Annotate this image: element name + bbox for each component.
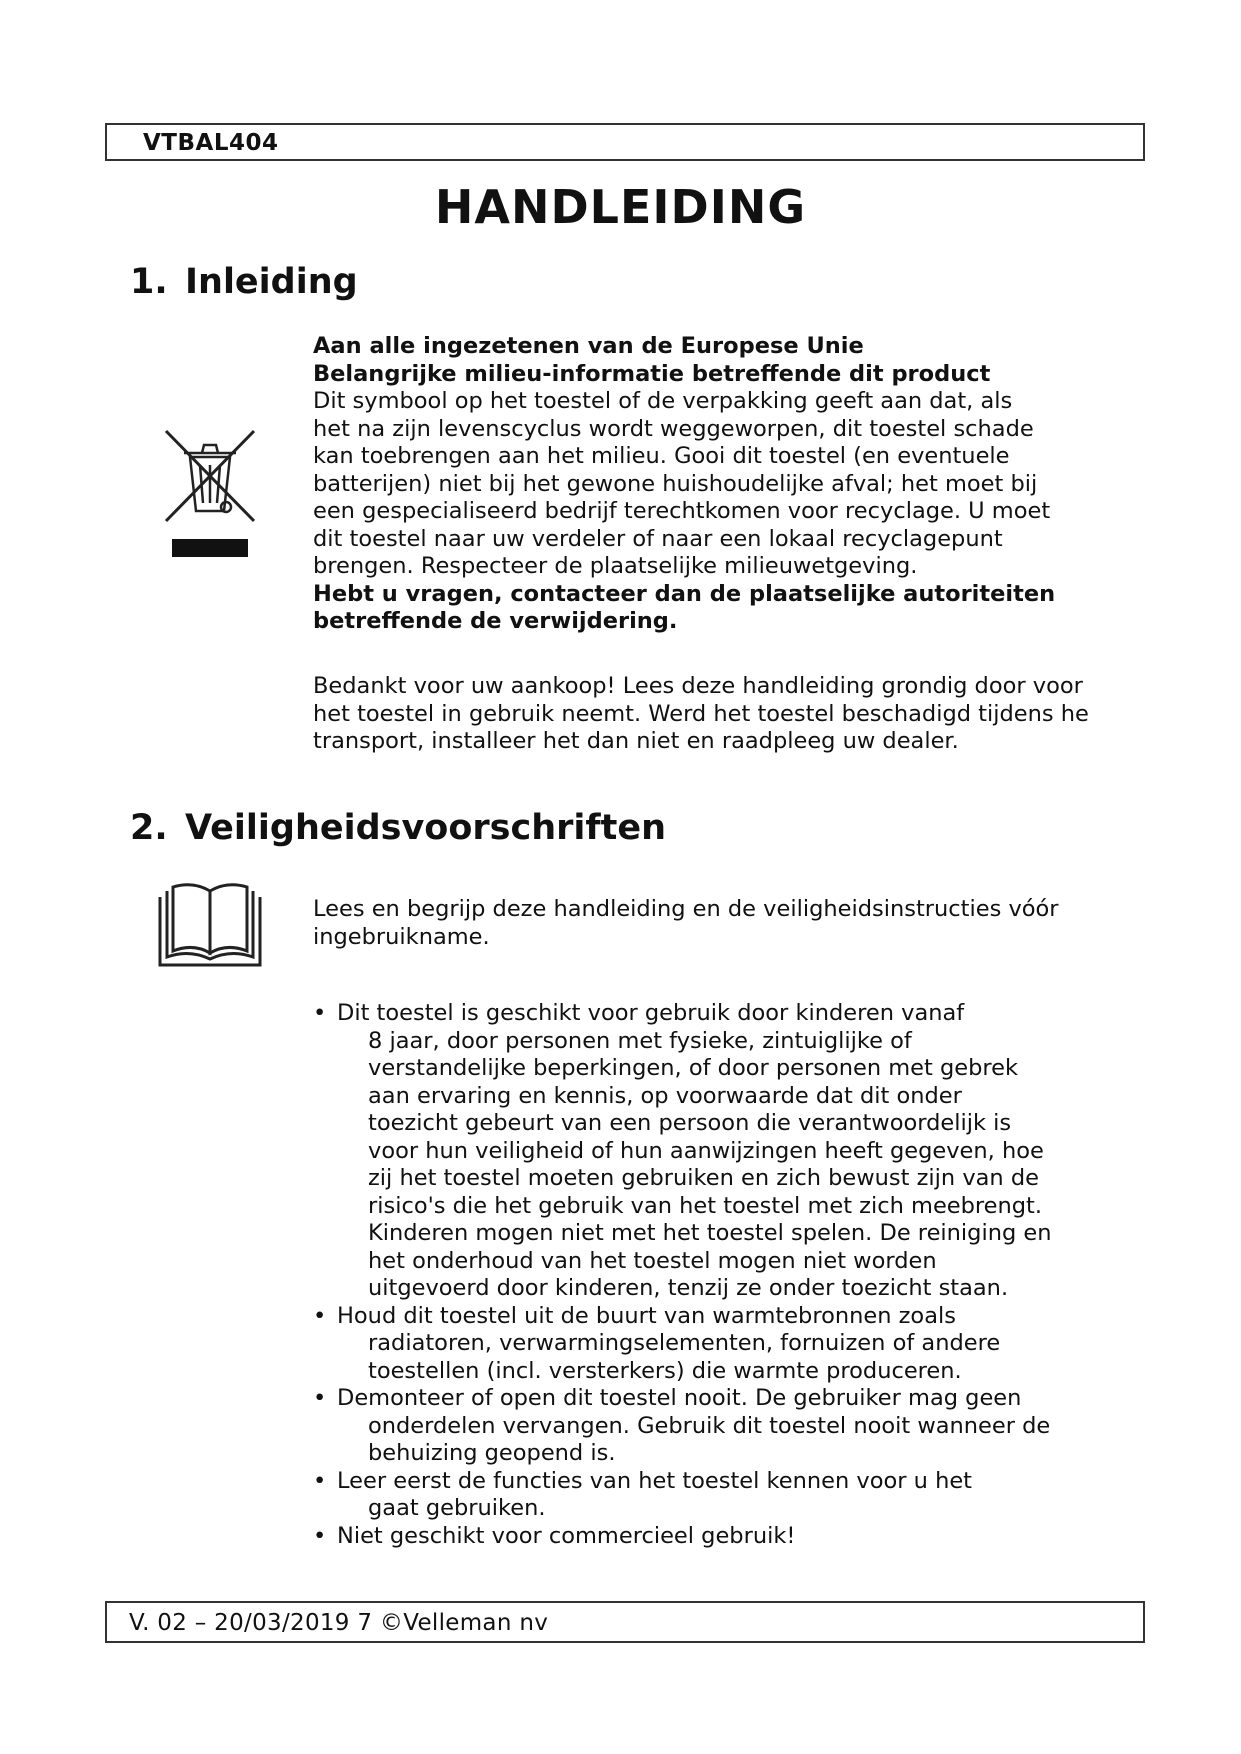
bullet-line: het onderhoud van het toestel mogen niet worden (368, 1247, 937, 1274)
notice-line: Hebt u vragen, contacteer dan de plaatselijke autoriteiten (313, 580, 1056, 607)
bullet-line: voor hun veiligheid of hun aanwijzingen heeft gegeven, hoe (368, 1137, 1044, 1164)
section-number: 2. (130, 808, 168, 848)
section-title: Inleiding (185, 262, 358, 302)
bullet-line: onderdelen vervangen. Gebruik dit toestel nooit wanneer de (368, 1412, 1051, 1439)
bullet-line: behuizing geopend is. (368, 1440, 616, 1466)
bullet-item (313, 1385, 1143, 1468)
bullet-line: • Leer eerst de functies van het toestel kennen voor u het (337, 1467, 972, 1494)
bullet-line: aan ervaring en kennis, op voorwaarde dat dit onder (368, 1082, 962, 1109)
bullet-line: • Demonteer of open dit toestel nooit. De gebruiker mag geen (337, 1385, 1022, 1411)
bullet-item (313, 1468, 1143, 1523)
notice-line: Aan alle ingezetenen van de Europese Unie (313, 333, 864, 359)
thanks-line: het toestel in gebruik neemt. Werd het toestel beschadigd tijdens he (313, 700, 1089, 727)
footer-box (105, 1601, 1145, 1643)
intro-line: Lees en begrijp deze handleiding en de veiligheidsinstructies vóór (313, 896, 1059, 922)
section-title: Veiligheidsvoorschriften (185, 808, 667, 848)
bullet-line: verstandelijke beperkingen, of door personen met gebrek (368, 1055, 1019, 1081)
bullet-line: 8 jaar, door personen met fysieke, zintuiglijke of (368, 1027, 912, 1054)
product-code: VTBAL404 (143, 130, 279, 156)
notice-line: een gespecialiseerd bedrijf terechtkomen voor recyclage. U moet (313, 498, 1051, 524)
notice-line: batterijen) niet bij het gewone huishoudelijke afval; het moet bij (313, 470, 1038, 497)
notice-line: dit toestel naar uw verdeler of naar een lokaal recyclagepunt (313, 525, 1003, 552)
notice-line: kan toebrengen aan het milieu. Gooi dit toestel (en eventuele (313, 443, 1010, 469)
bullet-item (313, 1303, 1143, 1386)
header-box (105, 123, 1145, 161)
open-manual-book-icon (157, 883, 263, 968)
notice-line: brengen. Respecteer de plaatselijke milieuwetgeving. (313, 553, 918, 579)
weee-notice (313, 333, 1143, 636)
bullet-line: zij het toestel moeten gebruiken en zich bewust zijn van de (368, 1165, 1039, 1191)
document-title: HANDLEIDING (434, 180, 807, 234)
thanks-line: Bedankt voor uw aankoop! Lees deze handleiding grondig door voor (313, 673, 1083, 699)
intro-line: ingebruikname. (313, 923, 490, 950)
bullet-line: uitgevoerd door kinderen, tenzij ze onder toezicht staan. (368, 1275, 1009, 1301)
read-manual-intro (313, 896, 1143, 951)
bullet-line: radiatoren, verwarmingselementen, fornuizen of andere (368, 1330, 1001, 1356)
section-heading-veiligheid (130, 808, 666, 848)
notice-line: Dit symbool op het toestel of de verpakking geeft aan dat, als (313, 388, 1013, 414)
section-number: 1. (130, 262, 168, 302)
bullet-line: • Niet geschikt voor commercieel gebruik! (337, 1522, 796, 1549)
bullet-item (313, 1523, 1143, 1551)
bullet-line: Kinderen mogen niet met het toestel spelen. De reiniging en (368, 1220, 1052, 1246)
bullet-line: • Dit toestel is geschikt voor gebruik door kinderen vanaf (337, 1000, 965, 1026)
bullet-line: toezicht gebeurt van een persoon die verantwoordelijk is (368, 1110, 1012, 1136)
footer-version: V. 02 – 20/03/2019 7 ©Velleman nv (129, 1610, 549, 1636)
notice-line: Belangrijke milieu-informatie betreffende dit product (313, 360, 991, 387)
section-heading-inleiding (130, 262, 358, 302)
bullet-line: gaat gebruiken. (368, 1495, 546, 1521)
notice-line: het na zijn levenscyclus wordt weggeworpen, dit toestel schade (313, 415, 1034, 442)
safety-bullet-list (313, 1000, 1143, 1550)
bullet-line: toestellen (incl. versterkers) die warmte produceren. (368, 1357, 962, 1384)
weee-crossed-bin-icon (160, 425, 260, 560)
bullet-item (313, 1000, 1143, 1303)
bullet-line: risico's die het gebruik van het toestel met zich meebrengt. (368, 1192, 1043, 1219)
notice-line: betreffende de verwijdering. (313, 608, 678, 634)
bullet-line: • Houd dit toestel uit de buurt van warmtebronnen zoals (337, 1302, 956, 1329)
thanks-line: transport, installeer het dan niet en raadpleeg uw dealer. (313, 728, 959, 754)
thanks-paragraph (313, 673, 1123, 756)
